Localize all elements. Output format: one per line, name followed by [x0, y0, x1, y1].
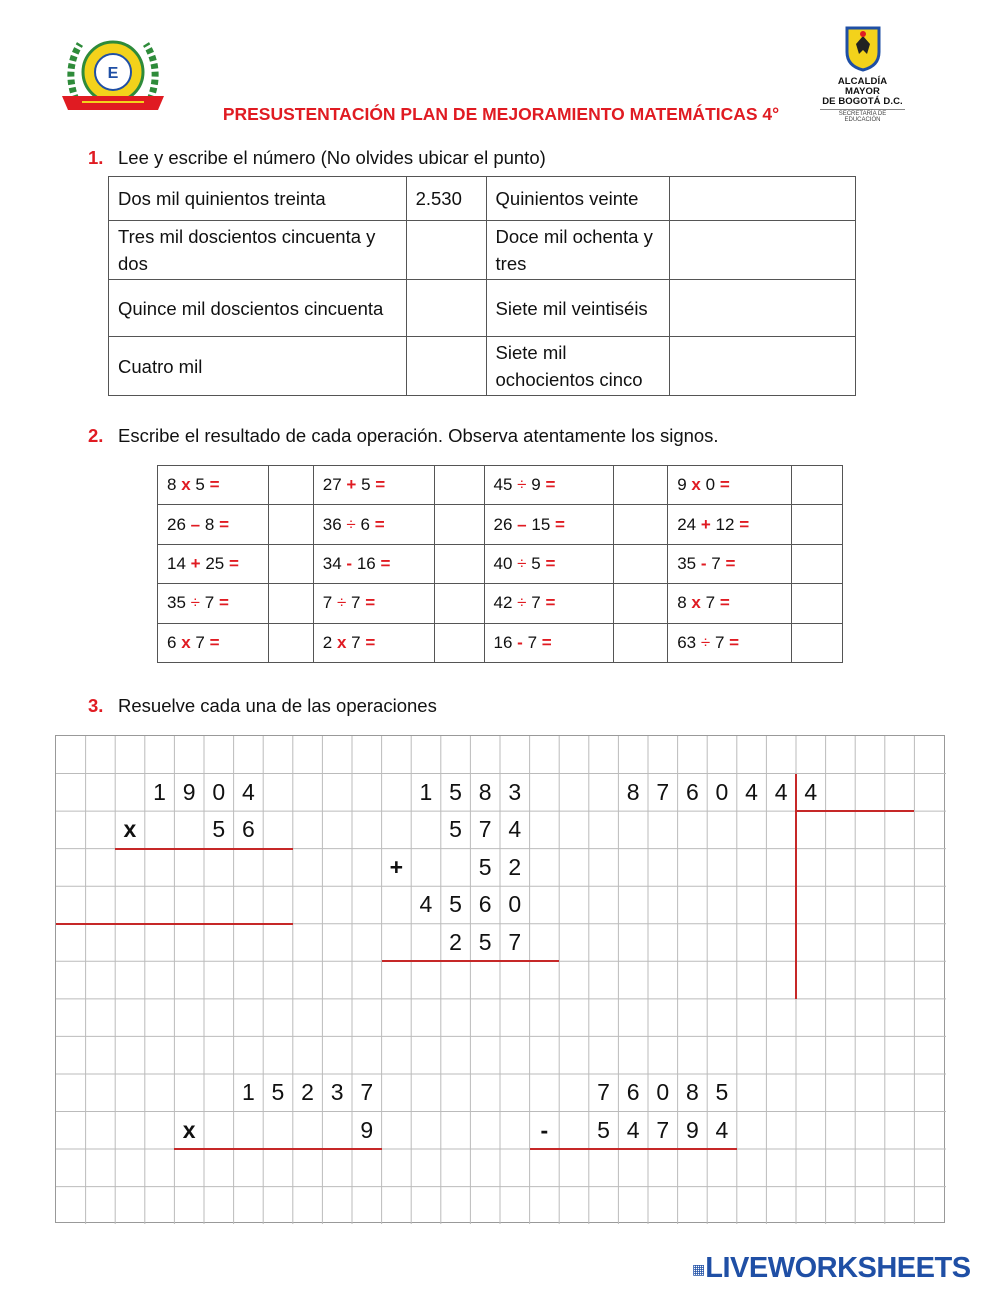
- addend-digit: 6: [478, 891, 492, 918]
- answer-cell[interactable]: [792, 544, 843, 583]
- operator-sign: ÷: [517, 475, 527, 495]
- operation-line: [796, 810, 914, 812]
- number-words-cell: Tres mil doscientos cincuenta y dos: [109, 221, 407, 280]
- addend-digit: 4: [419, 891, 433, 918]
- operand-right: 7: [714, 632, 725, 652]
- operator-sign: -: [517, 632, 523, 652]
- addend-digit: 2: [449, 928, 462, 955]
- addend-digit: 8: [478, 778, 492, 805]
- operator-sign: -: [346, 553, 353, 573]
- operand-right: 7: [711, 553, 721, 573]
- operand-left: 63: [677, 632, 697, 652]
- operator-sign: ÷: [190, 593, 200, 613]
- equals-sign: =: [365, 632, 376, 652]
- operator-sign: ÷: [336, 593, 347, 613]
- answer-cell[interactable]: [406, 221, 486, 280]
- minuend-digit: 5: [715, 1078, 729, 1105]
- answer-cell[interactable]: [434, 544, 484, 583]
- mult2-top-digit: 5: [271, 1078, 285, 1105]
- equals-sign: =: [365, 593, 376, 613]
- minuend-digit: 6: [626, 1078, 640, 1105]
- table-row: [109, 221, 856, 280]
- operand-right: 0: [705, 475, 716, 495]
- equals-sign: =: [375, 475, 386, 495]
- operator-sign: x: [691, 593, 701, 613]
- answer-cell[interactable]: [434, 623, 484, 662]
- operation-cell: [668, 623, 792, 662]
- operand-left: 42: [493, 593, 513, 613]
- question-3-heading: [88, 695, 437, 717]
- mult1-bottom-digit: 5: [212, 816, 226, 843]
- operation-cell: [158, 623, 269, 662]
- svg-text:E: E: [107, 65, 119, 82]
- mult2-top-digit: 7: [360, 1078, 374, 1105]
- liveworksheets-icon: ▦: [692, 1260, 706, 1277]
- operand-right: 7: [531, 593, 541, 613]
- operator-sign: +: [346, 475, 357, 495]
- addend-digit: 5: [449, 891, 462, 918]
- table-row: [109, 177, 856, 221]
- answer-cell[interactable]: [614, 544, 668, 583]
- equals-sign: =: [545, 553, 556, 573]
- mult1-top-digit: 0: [212, 778, 226, 805]
- operation-cell: [313, 466, 434, 505]
- addend-digit: 4: [508, 816, 522, 843]
- question-1-heading: [88, 147, 546, 169]
- mult1-top-digit: 1: [153, 778, 166, 805]
- operator-sign: x: [181, 632, 191, 652]
- operator-sign: x: [336, 632, 347, 652]
- dividend-digit: 8: [626, 778, 640, 805]
- operator-sign: x: [691, 475, 701, 495]
- dividend-digit: 7: [656, 778, 670, 805]
- mult1-top-digit: 4: [241, 778, 255, 805]
- operation-cell: [158, 466, 269, 505]
- mult2-top-digit: 1: [241, 1078, 255, 1105]
- operation-line: [382, 960, 560, 962]
- operand-left: 9: [677, 475, 687, 495]
- operand-right: 9: [531, 475, 541, 495]
- table-row: [158, 466, 843, 505]
- multiply-sign: x: [123, 816, 137, 843]
- liveworksheets-wordmark: LIVEWORKSHEETS: [705, 1252, 971, 1284]
- dividend-digit: 6: [685, 778, 699, 805]
- operation-cell: [484, 544, 614, 583]
- operation-cell: [484, 466, 614, 505]
- number-words-cell: Siete mil ochocientos cinco: [486, 337, 670, 396]
- table-row: [109, 280, 856, 337]
- operation-cell: [484, 505, 614, 544]
- graph-paper-workspace: [55, 735, 945, 1223]
- city-department: SECRETARÍA DE EDUCACIÓN: [820, 109, 905, 123]
- operation-cell: [668, 584, 792, 623]
- number-words-cell: Doce mil ochenta y tres: [486, 221, 670, 280]
- subtrahend-digit: 5: [597, 1116, 610, 1143]
- operand-left: 45: [493, 475, 513, 495]
- equals-sign: =: [739, 514, 750, 534]
- coat-of-arms-icon: [843, 24, 883, 72]
- operation-cell: [484, 584, 614, 623]
- addend-digit: 5: [449, 778, 462, 805]
- operator-sign: ÷: [517, 553, 527, 573]
- answer-cell[interactable]: [268, 584, 313, 623]
- subtrahend-digit: 9: [685, 1116, 699, 1143]
- minuend-digit: 7: [597, 1078, 610, 1105]
- divisor-digit: 4: [804, 778, 818, 805]
- table-row: [158, 623, 843, 662]
- answer-cell[interactable]: 2.530: [406, 177, 486, 221]
- answer-cell[interactable]: [614, 623, 668, 662]
- operand-right: 7: [705, 593, 716, 613]
- question-2-text: Escribe el resultado de cada operación. Observa atentamente los signos.: [118, 425, 719, 446]
- subtrahend-digit: 7: [656, 1116, 670, 1143]
- operation-cell: [313, 584, 434, 623]
- liveworksheets-logo: [692, 1252, 971, 1285]
- mult2-bottom-digit: 9: [360, 1116, 374, 1143]
- minus-sign: -: [540, 1116, 549, 1143]
- equals-sign: =: [219, 514, 229, 534]
- answer-cell[interactable]: [434, 584, 484, 623]
- operand-left: 6: [167, 632, 177, 652]
- operand-right: 12: [715, 514, 735, 534]
- operand-right: 7: [351, 593, 361, 613]
- table-row: [158, 505, 843, 544]
- equals-sign: =: [541, 632, 552, 652]
- operand-right: 7: [195, 632, 205, 652]
- answer-cell[interactable]: [792, 584, 843, 623]
- operation-line: [56, 923, 293, 925]
- operand-right: 5: [531, 553, 541, 573]
- operation-cell: [668, 505, 792, 544]
- operand-left: 34: [322, 553, 342, 573]
- plus-sign: +: [389, 853, 404, 880]
- operand-right: 7: [204, 593, 215, 613]
- number-words-cell: Quinientos veinte: [486, 177, 670, 221]
- mult2-top-digit: 2: [301, 1078, 314, 1105]
- addend-digit: 0: [508, 891, 522, 918]
- subtrahend-digit: 4: [715, 1116, 729, 1143]
- question-1-number: 1.: [88, 147, 104, 168]
- operand-right: 7: [527, 632, 538, 652]
- number-words-cell: Siete mil veintiséis: [486, 280, 670, 337]
- addend-digit: 7: [478, 816, 492, 843]
- operation-cell: [313, 505, 434, 544]
- equals-sign: =: [545, 475, 556, 495]
- answer-cell[interactable]: [406, 337, 486, 396]
- operand-right: 25: [205, 553, 225, 573]
- answer-cell[interactable]: [792, 505, 843, 544]
- operation-cell: [313, 544, 434, 583]
- operator-sign: +: [190, 553, 201, 573]
- answer-cell[interactable]: [268, 544, 313, 583]
- addend-digit: 7: [508, 928, 522, 955]
- answer-cell[interactable]: [670, 221, 856, 280]
- operand-left: 8: [167, 475, 177, 495]
- city-name-line2: DE BOGOTÁ D.C.: [822, 96, 903, 107]
- number-words-cell: Cuatro mil: [109, 337, 407, 396]
- operation-cell: [668, 544, 792, 583]
- answer-cell[interactable]: [670, 280, 856, 337]
- operand-right: 16: [356, 553, 376, 573]
- answer-cell[interactable]: [268, 623, 313, 662]
- operator-sign: x: [181, 475, 191, 495]
- operand-right: 6: [360, 514, 370, 534]
- operation-cell: [158, 584, 269, 623]
- dividend-digit: 4: [745, 778, 758, 805]
- equals-sign: =: [228, 553, 239, 573]
- operand-left: 40: [493, 553, 513, 573]
- city-logo: [820, 24, 905, 123]
- operator-sign: ÷: [517, 593, 527, 613]
- operation-line: [530, 1148, 737, 1150]
- operation-cell: [158, 505, 269, 544]
- answer-cell[interactable]: [268, 505, 313, 544]
- table-row: [109, 337, 856, 396]
- number-words-cell: Quince mil doscientos cincuenta: [109, 280, 407, 337]
- operation-cell: [484, 623, 614, 662]
- addend-digit: 5: [478, 853, 492, 880]
- answer-cell[interactable]: [434, 466, 484, 505]
- equals-sign: =: [545, 593, 556, 613]
- equals-sign: =: [218, 593, 229, 613]
- operand-left: 14: [167, 553, 186, 573]
- answer-cell[interactable]: [268, 466, 313, 505]
- addend-digit: 1: [419, 778, 433, 805]
- answer-cell[interactable]: [406, 280, 486, 337]
- equals-sign: =: [209, 475, 220, 495]
- dividend-digit: 0: [715, 778, 729, 805]
- operand-left: 2: [322, 632, 333, 652]
- operation-line: [115, 848, 293, 850]
- table-row: [158, 544, 843, 583]
- operand-left: 35: [167, 593, 186, 613]
- operator-sign: –: [517, 514, 527, 534]
- operand-left: 35: [677, 553, 697, 573]
- question-2-number: 2.: [88, 425, 104, 446]
- operations-table: [157, 465, 843, 663]
- equals-sign: =: [719, 475, 730, 495]
- operator-sign: -: [700, 553, 707, 573]
- operand-left: 16: [493, 632, 513, 652]
- page-title: PRESUSTENTACIÓN PLAN DE MEJORAMIENTO MATEMÁTICAS 4°: [222, 104, 780, 124]
- equals-sign: =: [555, 514, 565, 534]
- addend-digit: 2: [508, 853, 522, 880]
- operator-sign: ÷: [346, 514, 356, 534]
- operand-right: 7: [351, 632, 361, 652]
- answer-cell[interactable]: [792, 466, 843, 505]
- operation-cell: [668, 466, 792, 505]
- equals-sign: =: [729, 632, 740, 652]
- mult1-bottom-digit: 6: [241, 816, 255, 843]
- minuend-digit: 0: [656, 1078, 670, 1105]
- addend-digit: 5: [449, 816, 462, 843]
- table-row: [158, 584, 843, 623]
- multiply-sign: x: [182, 1116, 196, 1143]
- operand-left: 24: [677, 514, 697, 534]
- addend-digit: 5: [478, 928, 492, 955]
- operand-left: 27: [322, 475, 342, 495]
- operand-left: 36: [322, 514, 342, 534]
- question-2-heading: [88, 425, 719, 447]
- minuend-digit: 8: [685, 1078, 699, 1105]
- mult2-top-digit: 3: [330, 1078, 344, 1105]
- answer-cell[interactable]: [614, 584, 668, 623]
- answer-cell[interactable]: [670, 337, 856, 396]
- division-bracket: [795, 774, 797, 999]
- operand-right: 15: [531, 514, 551, 534]
- number-words-table: [108, 176, 856, 396]
- number-words-cell: Dos mil quinientos treinta: [109, 177, 407, 221]
- question-1-text: Lee y escribe el número (No olvides ubicar el punto): [118, 147, 546, 168]
- operand-left: 26: [167, 514, 186, 534]
- operand-left: 8: [677, 593, 687, 613]
- operand-right: 5: [195, 475, 205, 495]
- operator-sign: ÷: [700, 632, 711, 652]
- equals-sign: =: [380, 553, 391, 573]
- addend-digit: 3: [508, 778, 522, 805]
- city-name-line1: ALCALDÍA MAYOR: [837, 76, 888, 97]
- equals-sign: =: [374, 514, 385, 534]
- equals-sign: =: [209, 632, 220, 652]
- answer-cell[interactable]: [792, 623, 843, 662]
- dividend-digit: 4: [774, 778, 788, 805]
- operand-right: 5: [361, 475, 371, 495]
- answer-cell[interactable]: [614, 505, 668, 544]
- operand-left: 26: [493, 514, 513, 534]
- operand-left: 7: [322, 593, 333, 613]
- operation-cell: [313, 623, 434, 662]
- mult1-top-digit: 9: [182, 778, 196, 805]
- operation-line: [174, 1148, 381, 1150]
- operator-sign: +: [700, 514, 711, 534]
- answer-cell[interactable]: [434, 505, 484, 544]
- question-3-text: Resuelve cada una de las operaciones: [118, 695, 437, 716]
- question-3-number: 3.: [88, 695, 104, 716]
- answer-cell[interactable]: [670, 177, 856, 221]
- subtrahend-digit: 4: [626, 1116, 640, 1143]
- equals-sign: =: [725, 553, 736, 573]
- operand-right: 8: [204, 514, 215, 534]
- operation-cell: [158, 544, 269, 583]
- operator-sign: –: [190, 514, 201, 534]
- answer-cell[interactable]: [614, 466, 668, 505]
- equals-sign: =: [719, 593, 730, 613]
